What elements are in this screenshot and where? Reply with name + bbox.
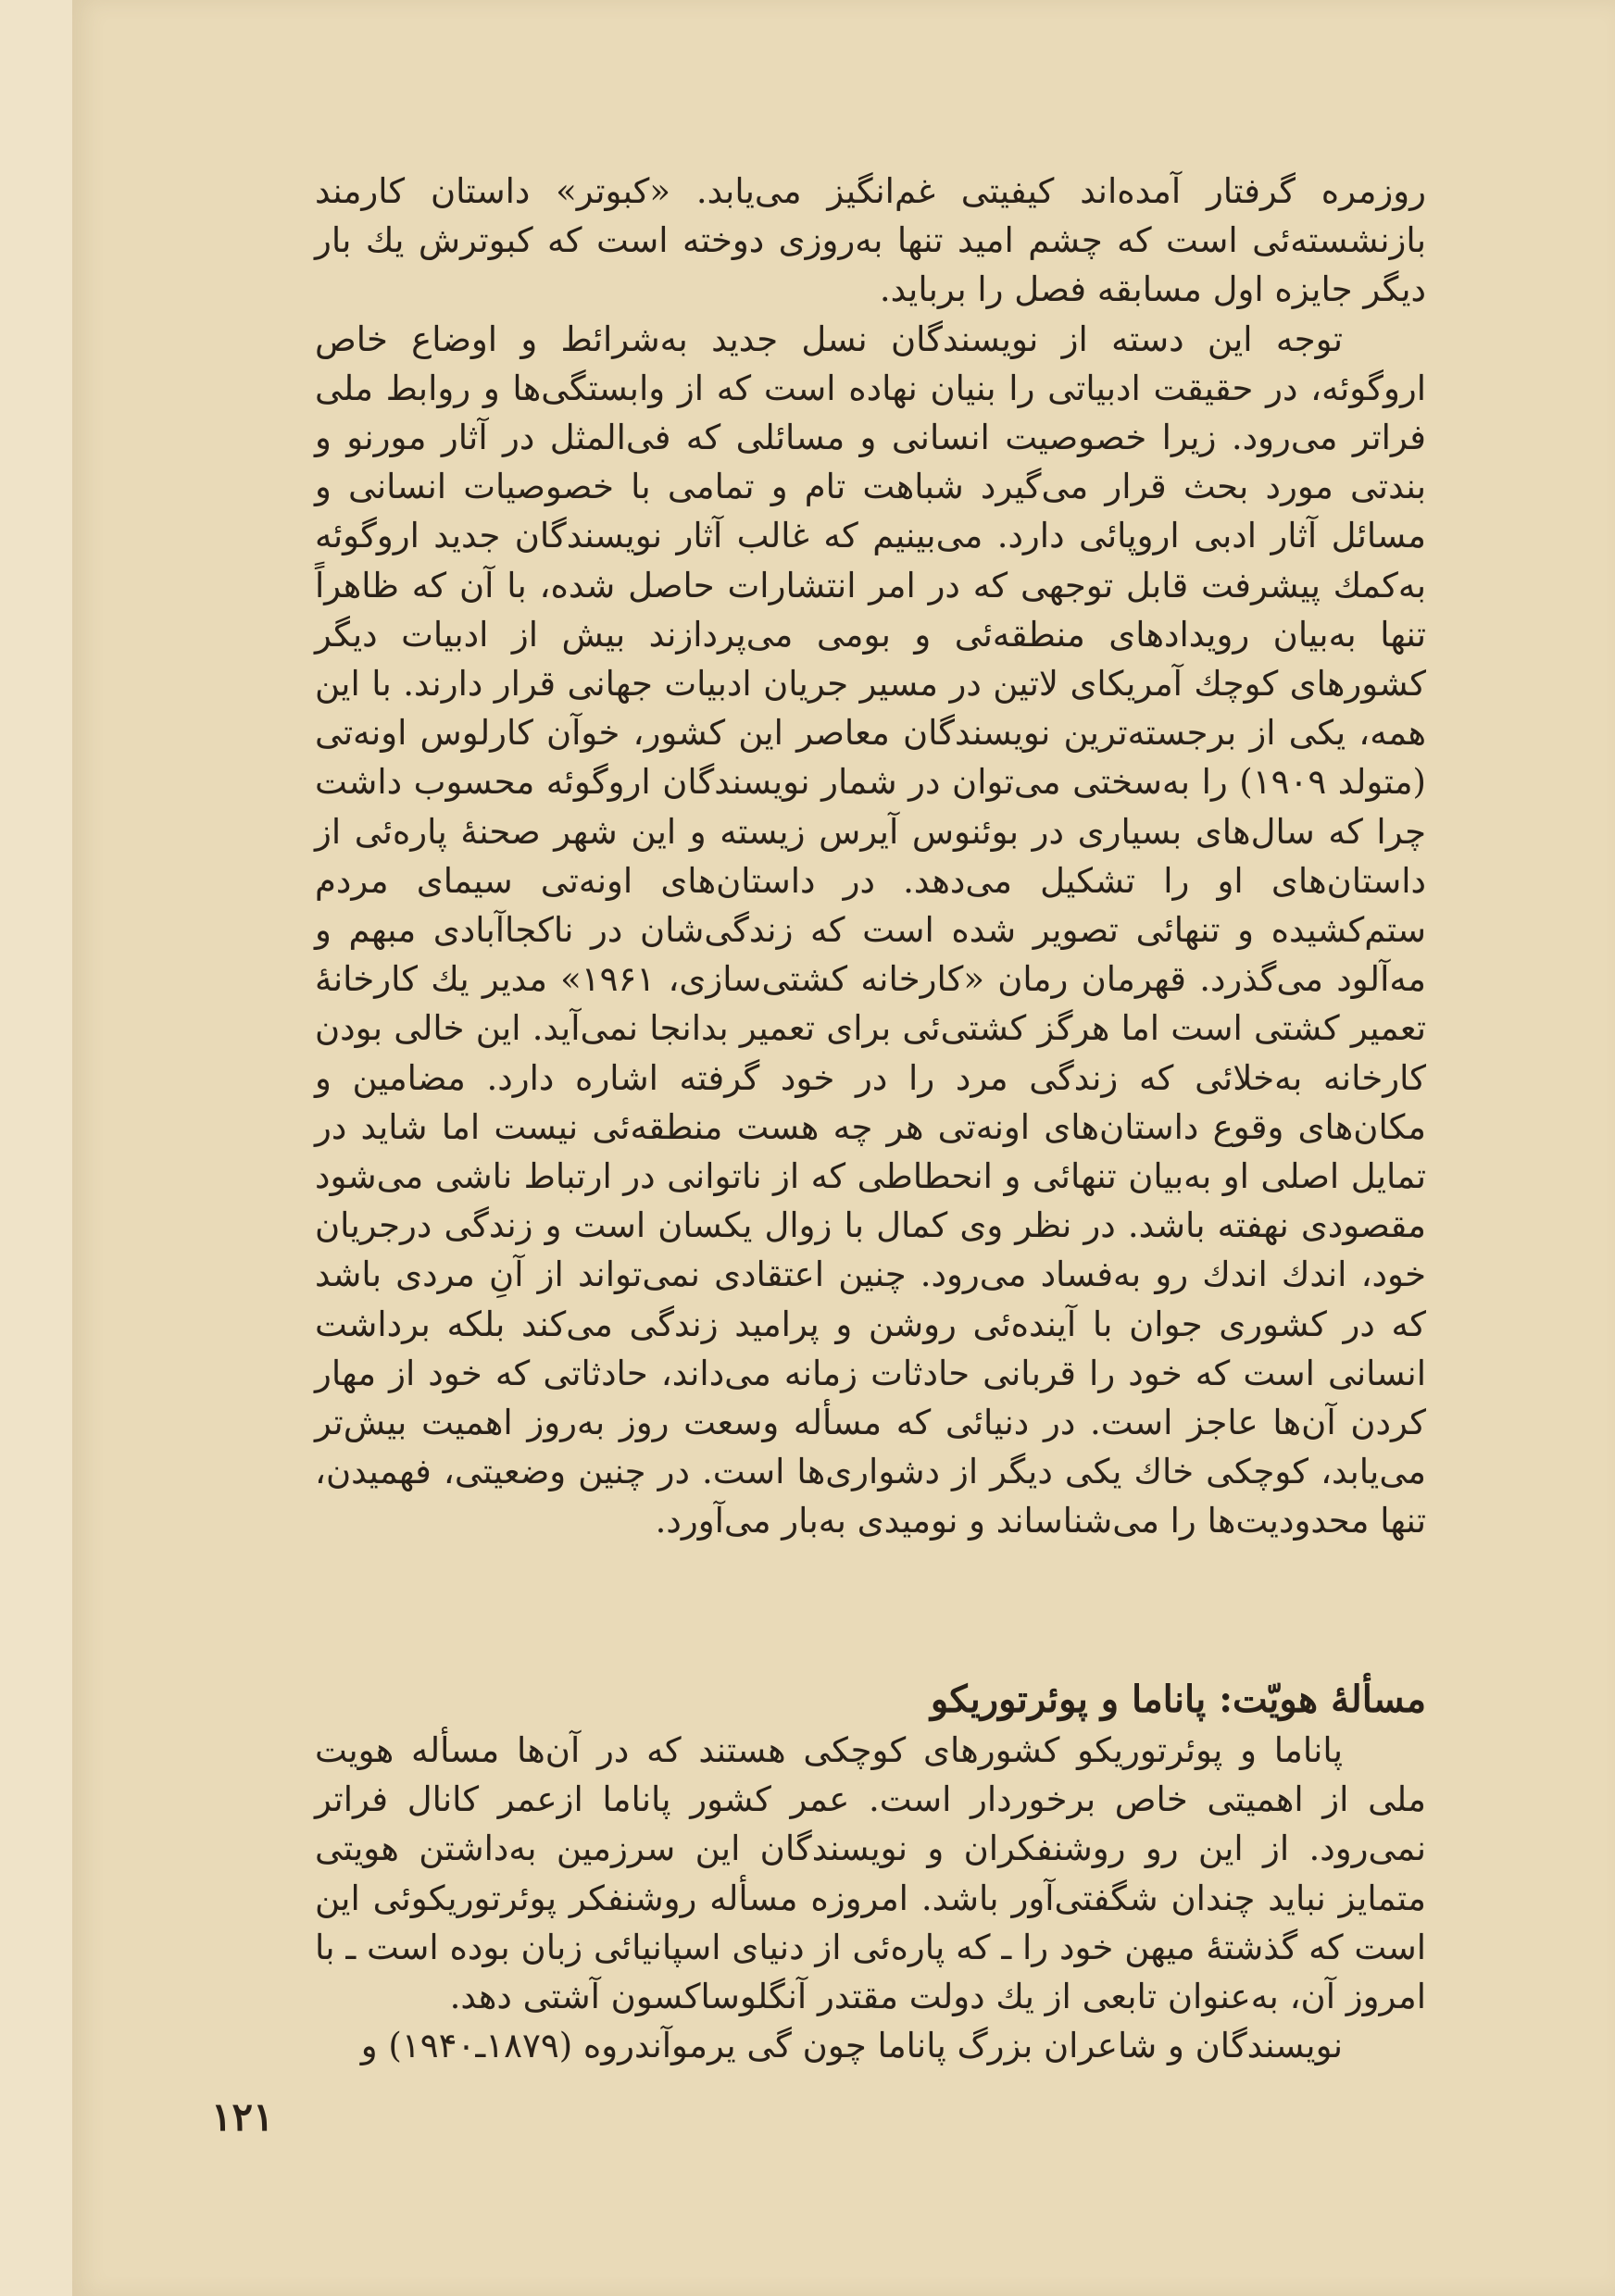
section-paragraph-1: پاناما و پوئرتوریکو کشورهای کوچکی هستند که در آن‌ها مسأله هویت ملی از اهمیتی خاص برخوردار است. عمر کشور پاناما ازعمر کانال فراتر نمی‌رود. از این رو روشنفکران و نویسندگان این سرزمین به‌داشتن هویتی متمایز نباید چندان شگفتی‌آور باشد. امروزه مسأله روشنفکر پوئرتوریکوئی این است که گذشتهٔ میهن خود را ـ که پاره‌ئی از دنیای اسپانیائی زبان بوده است ـ با امروز آن، به‌عنوان تابعی از یك دولت مقتدر آنگلوساکسون آشتی دهد.	[315, 1730, 1426, 2017]
page-number: ۱۲۱	[211, 2094, 274, 2140]
page-text-top	[315, 167, 1426, 1546]
section-heading: مسألهٔ هویّت: پاناما و پوئرتوریکو	[930, 1678, 1426, 1721]
section-paragraph-2: نویسندگان و شاعران بزرگ پاناما چون گی یرموآندروه (۱۸۷۹ـ۱۹۴۰) و	[360, 2026, 1343, 2066]
paragraph-2: توجه این دسته از نویسندگان نسل جدید به‌شرائط و اوضاع خاص اروگوئه، در حقیقت ادبیاتی را بنیان نهاده است که از وابستگی‌ها و روابط ملی فراتر می‌رود. زیرا خصوصیت انسانی و مسائلی که فی‌المثل در آثار مورنو و بندتی مورد بحث قرار می‌گیرد شباهت تام و تمامی با خصوصیات انسانی و مسائل آثار ادبی اروپائی دارد. می‌بینیم که غالب آثار نویسندگان جدید اروگوئه به‌کمك پیشرفت قابل توجهی که در امر انتشارات حاصل شده، با آن که ظاهراً تنها به‌بیان رویدادهای منطقه‌ئی و بومی می‌پردازند بیش از ادبیات دیگر کشورهای کوچك آمریکای لاتین در مسیر جریان ادبیات جهانی قرار دارند. با این همه، یکی از برجسته‌ترین نویسندگان معاصر این کشور، خوآن کارلوس اونه‌تی (متولد ۱۹۰۹) را به‌سختی می‌توان در شمار نویسندگان اروگوئه محسوب داشت چرا که سال‌های بسیاری در بوئنوس آیرس زیسته و این شهر صحنهٔ پاره‌ئی از داستان‌های او را تشکیل می‌دهد. در داستان‌های اونه‌تی سیمای مردم ستم‌کشیده و تنهائی تصویر شده است که زندگی‌شان در ناکجاآبادی مبهم و مه‌آلود می‌گذرد. قهرمان رمان «کارخانه کشتی‌سازی، ۱۹۶۱» مدیر یك کارخانهٔ تعمیر کشتی است اما هرگز کشتی‌ئی برای تعمیر بدانجا نمی‌آید. این خالی بودن کارخانه به‌خلائی که زندگی مرد را در خود گرفته اشاره دارد. مضامین و مکان‌های وقوع داستان‌های اونه‌تی هر چه هست منطقه‌ئی نیست اما شاید در تمایل اصلی او به‌بیان تنهائی و انحطاطی که از ناتوانی در ارتباط ناشی می‌شود مقصودی نهفته باشد. در نظر وی کمال با زوال یکسان است و زندگی درجریان خود، اندك اندك رو به‌فساد می‌رود. چنین اعتقادی نمی‌تواند از آنِ مردی باشد که در کشوری جوان با آینده‌ئی روشن و پرامید زندگی می‌کند بلکه برداشت انسانی است که خود را قربانی حادثات زمانه می‌داند، حادثاتی که خود از مهار کردن آن‌ها عاجز است. در دنیائی که مسأله وسعت روز به‌روز اهمیت بیش‌تر می‌یابد، کوچکی خاك یکی دیگر از دشواری‌ها است. در چنین وضعیتی، فهمیدن، تنها محدودیت‌ها را می‌شناساند و نومیدی به‌بار می‌آورد.	[315, 318, 1427, 1541]
paragraph-1: روزمره گرفتار آمده‌اند کیفیتی غم‌انگیز می‌یابد. «کبوتر» داستان کارمند بازنشسته‌ئی است که چشم امید تنها به‌روزی دوخته است که کبوترش یك بار دیگر جایزه اول مسابقه فصل را برباید.	[315, 171, 1426, 310]
page-text-section	[315, 1674, 1426, 2070]
